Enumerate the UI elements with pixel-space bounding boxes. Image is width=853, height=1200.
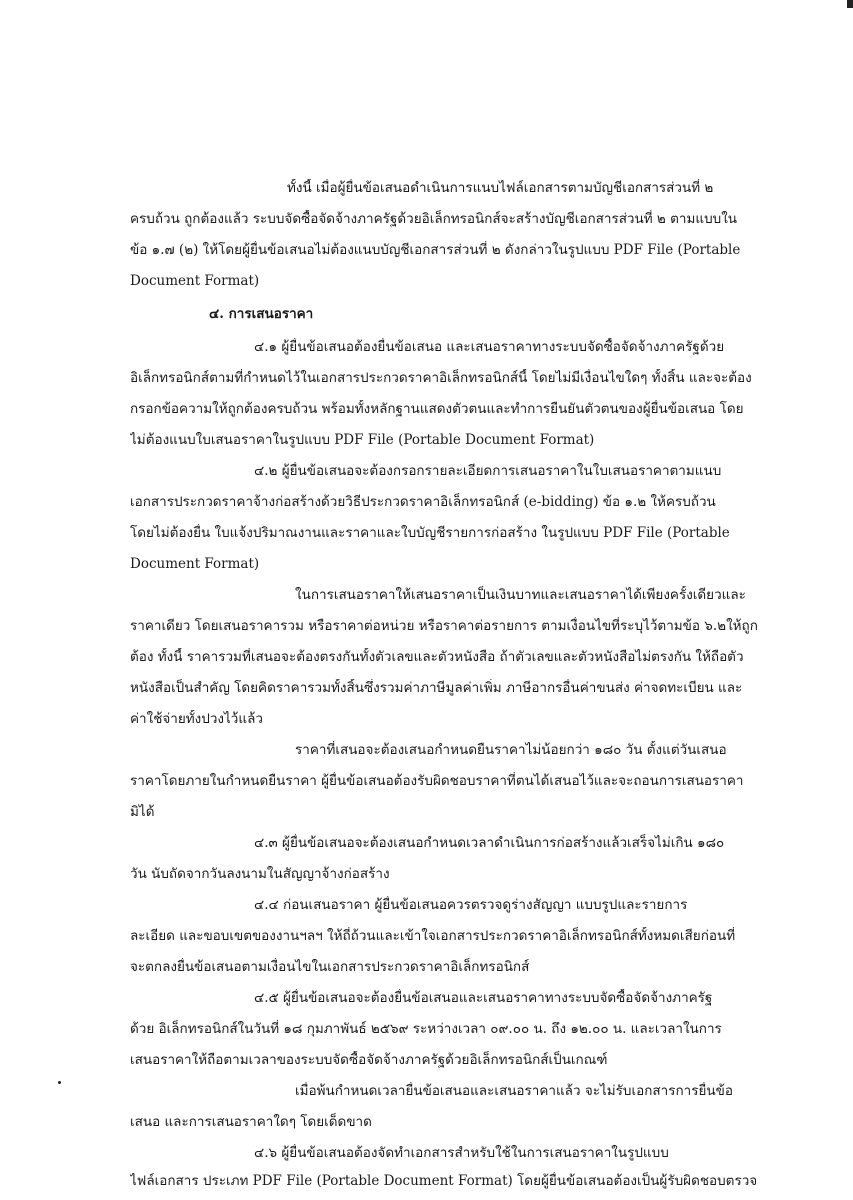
paragraph-line: หนังสือเป็นสำคัญ โดยคิดราคารวมทั้งสิ้นซึ่งรวมค่าภาษีมูลค่าเพิ่ม ภาษีอากรอื่นค่าขนส่ง ค่าจดทะเบียน และ (130, 680, 743, 696)
paragraph-line: เสนอราคาให้ถือตามเวลาของระบบจัดซื้อจัดจ้างภาครัฐด้วยอิเล็กทรอนิกส์เป็นเกณฑ์ (130, 1052, 608, 1068)
paragraph-line: ทั้งนี้ เมื่อผู้ยื่นข้อเสนอดำเนินการแนบไฟล์เอกสารตามบัญชีเอกสารส่วนที่ ๒ (287, 180, 714, 196)
paragraph-line: โดยไม่ต้องยื่น ใบแจ้งปริมาณงานและราคาและใบบัญชีรายการก่อสร้าง ในรูปแบบ PDF File (Portable (130, 525, 730, 541)
paragraph-line: อิเล็กทรอนิกส์ตามที่กำหนดไว้ในเอกสารประกวดราคาอิเล็กทรอนิกส์นี้ โดยไม่มีเงื่อนไขใดๆ ทั้งสิ้น และจะต้อง (130, 370, 752, 386)
paragraph-line: ด้วย อิเล็กทรอนิกส์ในวันที่ ๑๘ กุมภาพันธ์ ๒๕๖๙ ระหว่างเวลา ๐๙.๐๐ น. ถึง ๑๒.๐๐ น. และเวลาในการ (130, 1021, 722, 1037)
paragraph-line: ๔.๑ ผู้ยื่นข้อเสนอต้องยื่นข้อเสนอ และเสนอราคาทางระบบจัดซื้อจัดจ้างภาครัฐด้วย (254, 339, 725, 355)
paragraph-line: ๔.๒ ผู้ยื่นข้อเสนอจะต้องกรอกรายละเอียดการเสนอราคาในใบเสนอราคาตามแนบ (254, 463, 722, 479)
paragraph-line: ราคาเดียว โดยเสนอราคารวม หรือราคาต่อหน่วย หรือราคาต่อรายการ ตามเงื่อนไขที่ระบุไว้ตามข้อ ๖.๒ให้ถูก (130, 618, 758, 634)
paragraph-line: ๔.๖ ผู้ยื่นข้อเสนอต้องจัดทำเอกสารสำหรับใช้ในการเสนอราคาในรูปแบบ (254, 1145, 669, 1161)
paragraph-line: ราคาที่เสนอจะต้องเสนอกำหนดยืนราคาไม่น้อยกว่า ๑๘๐ วัน ตั้งแต่วันเสนอ (295, 742, 727, 758)
paragraph-line: ไฟล์เอกสาร ประเภท PDF File (Portable Document Format) โดยผู้ยื่นข้อเสนอต้องเป็นผู้รับผิดชอบตรวจ (130, 1173, 758, 1189)
paragraph-line: ๔.๕ ผู้ยื่นข้อเสนอจะต้องยื่นข้อเสนอและเสนอราคาทางระบบจัดซื้อจัดจ้างภาครัฐ (254, 990, 713, 1006)
paragraph-line: ต้อง ทั้งนี้ ราคารวมที่เสนอจะต้องตรงกันทั้งตัวเลขและตัวหนังสือ ถ้าตัวเลขและตัวหนังสือไม่ตรงกัน ให้ถือตัว (130, 649, 744, 665)
paragraph-line: เสนอ และการเสนอราคาใดๆ โดยเด็ดขาด (130, 1114, 372, 1130)
paragraph-line: ข้อ ๑.๗ (๒) ให้โดยผู้ยื่นข้อเสนอไม่ต้องแนบบัญชีเอกสารส่วนที่ ๒ ดังกล่าวในรูปแบบ PDF File (Portable (130, 242, 741, 258)
paragraph-line: Document Format) (130, 273, 260, 289)
paragraph-line: ในการเสนอราคาให้เสนอราคาเป็นเงินบาทและเสนอราคาได้เพียงครั้งเดียวและ (295, 587, 746, 603)
paragraph-line: ไม่ต้องแนบใบเสนอราคาในรูปแบบ PDF File (Portable Document Format) (130, 432, 595, 448)
scan-mark-left (58, 1081, 61, 1084)
paragraph-line: กรอกข้อความให้ถูกต้องครบถ้วน พร้อมทั้งหลักฐานแสดงตัวตนและทำการยืนยันตัวตนของผู้ยื่นข้อเสนอ โดย (130, 401, 744, 417)
paragraph-line: Document Format) (130, 556, 260, 572)
paragraph-line: ราคาโดยภายในกำหนดยืนราคา ผู้ยื่นข้อเสนอต้องรับผิดชอบราคาที่ตนได้เสนอไว้และจะถอนการเสนอราคา (130, 773, 744, 789)
paragraph-line: ๔.๔ ก่อนเสนอราคา ผู้ยื่นข้อเสนอควรตรวจดูร่างสัญญา แบบรูปและรายการ (254, 897, 688, 913)
scan-mark-top-right (847, 0, 853, 8)
paragraph-line: มิได้ (130, 804, 155, 820)
section-heading: ๔. การเสนอราคา (209, 306, 314, 322)
paragraph-line: ๔.๓ ผู้ยื่นข้อเสนอจะต้องเสนอกำหนดเวลาดำเนินการก่อสร้างแล้วเสร็จไม่เกิน ๑๘๐ (254, 835, 725, 851)
paragraph-line: เอกสารประกวดราคาจ้างก่อสร้างด้วยวิธีประกวดราคาอิเล็กทรอนิกส์ (e-bidding) ข้อ ๑.๒ ให้ครบถ้วน (130, 494, 716, 510)
paragraph-line: วัน นับถัดจากวันลงนามในสัญญาจ้างก่อสร้าง (130, 866, 390, 882)
paragraph-line: ละเอียด และขอบเขตของงานฯลฯ ให้ถี่ถ้วนและเข้าใจเอกสารประกวดราคาอิเล็กทรอนิกส์ทั้งหมดเสียก่อนที่ (130, 928, 736, 944)
paragraph-line: จะตกลงยื่นข้อเสนอตามเงื่อนไขในเอกสารประกวดราคาอิเล็กทรอนิกส์ (130, 959, 530, 975)
paragraph-line: เมื่อพ้นกำหนดเวลายื่นข้อเสนอและเสนอราคาแล้ว จะไม่รับเอกสารการยื่นข้อ (295, 1083, 733, 1099)
paragraph-line: ครบถ้วน ถูกต้องแล้ว ระบบจัดซื้อจัดจ้างภาครัฐด้วยอิเล็กทรอนิกส์จะสร้างบัญชีเอกสารส่วนที่ ๒ ตามแบบใน (130, 211, 738, 227)
paragraph-line: ค่าใช้จ่ายทั้งปวงไว้แล้ว (130, 711, 263, 727)
